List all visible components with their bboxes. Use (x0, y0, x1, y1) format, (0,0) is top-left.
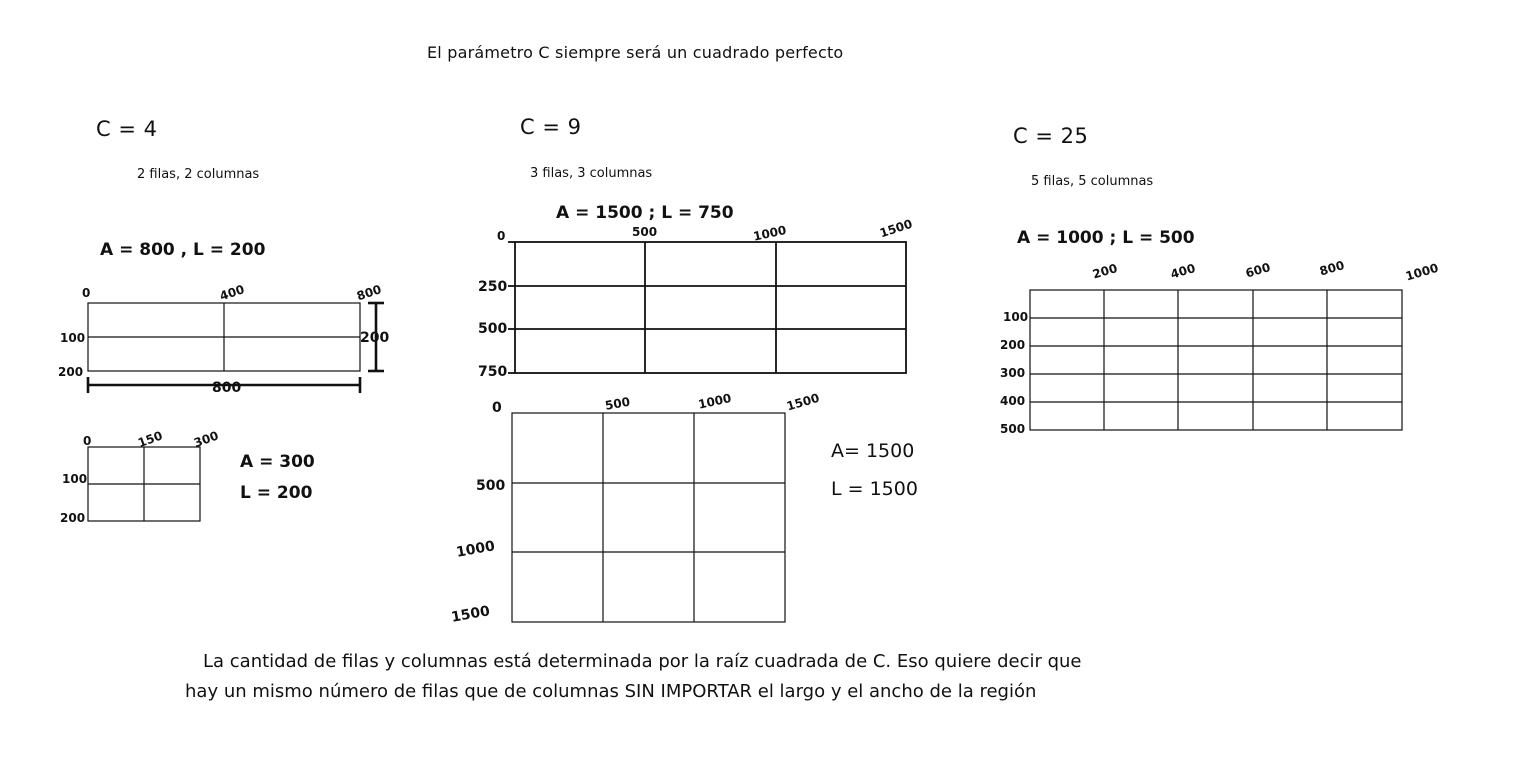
ytick-c4-small-1: 100 (62, 472, 88, 486)
annotation-c9-square-a: A= 1500 (831, 440, 915, 462)
ytick-c9-square-1: 500 (476, 478, 506, 494)
annotation-c4-small-a: A = 300 (240, 452, 315, 472)
annotation-c4-large: A = 800 , L = 200 (100, 240, 266, 260)
ytick-c9-wide-2: 500 (478, 321, 508, 337)
grid-c9-wide (490, 230, 930, 410)
annotation-c9-square-l: L = 1500 (831, 478, 918, 500)
width-label-c4-large: 800 (212, 380, 242, 396)
grid-c9-square (490, 400, 820, 640)
xtick-c9-square-0: 0 (492, 400, 502, 416)
heading-c25: C = 25 (1013, 124, 1089, 148)
subtitle-c4: 2 filas, 2 columnas (137, 167, 260, 182)
xtick-c4-small-1: 150 (136, 428, 165, 451)
footer-line-1: La cantidad de filas y columnas está determinada por la raíz cuadrada de C. Eso quiere decir que (203, 651, 1082, 672)
ytick-c9-square-3: 1500 (450, 603, 492, 626)
xtick-c25-1: 200 (1091, 261, 1119, 282)
ytick-c25-2: 200 (1000, 338, 1026, 352)
footer-line-2: hay un mismo número de filas que de columnas SIN IMPORTAR el largo y el ancho de la región (185, 681, 1037, 702)
heading-c9: C = 9 (520, 115, 582, 139)
xtick-c4-large-0: 0 (82, 286, 91, 300)
ytick-c25-4: 400 (1000, 394, 1026, 408)
ytick-c25-5: 500 (1000, 422, 1026, 436)
annotation-c9-wide: A = 1500 ; L = 750 (556, 203, 734, 223)
ytick-c4-large-2: 200 (58, 365, 84, 379)
heading-c4: C = 4 (96, 117, 158, 141)
ytick-c9-wide-3: 750 (478, 364, 508, 380)
xtick-c25-5: 1000 (1404, 260, 1440, 284)
xtick-c25-3: 600 (1244, 260, 1272, 281)
page-title: El parámetro C siempre será un cuadrado perfecto (427, 43, 844, 62)
xtick-c9-square-3: 1500 (785, 390, 821, 414)
xtick-c9-wide-3: 1500 (878, 216, 915, 241)
ytick-c4-large-1: 100 (60, 331, 86, 345)
annotation-c25: A = 1000 ; L = 500 (1017, 228, 1195, 248)
xtick-c9-wide-1: 500 (632, 225, 658, 239)
ytick-c4-small-2: 200 (60, 511, 86, 525)
xtick-c9-square-1: 500 (604, 394, 632, 413)
ytick-c25-3: 300 (1000, 366, 1026, 380)
xtick-c4-small-0: 0 (83, 434, 92, 448)
xtick-c4-large-2: 800 (355, 282, 384, 304)
xtick-c25-2: 400 (1169, 261, 1197, 282)
ytick-c25-1: 100 (1003, 310, 1029, 324)
annotation-c4-small-l: L = 200 (240, 483, 313, 503)
xtick-c4-large-1: 400 (218, 282, 247, 304)
grid-c25 (1000, 280, 1430, 455)
xtick-c9-wide-0: 0 (497, 229, 506, 243)
xtick-c9-square-2: 1000 (697, 391, 733, 412)
xtick-c25-4: 800 (1318, 258, 1346, 279)
ytick-c9-wide-1: 250 (478, 279, 508, 295)
subtitle-c9: 3 filas, 3 columnas (530, 166, 653, 181)
grid-c4-large (60, 280, 480, 440)
ytick-c9-square-2: 1000 (455, 538, 497, 561)
subtitle-c25: 5 filas, 5 columnas (1031, 174, 1154, 189)
height-label-c4-large: 200 (360, 330, 390, 346)
xtick-c9-wide-2: 1000 (752, 223, 788, 244)
xtick-c4-small-2: 300 (192, 428, 221, 451)
